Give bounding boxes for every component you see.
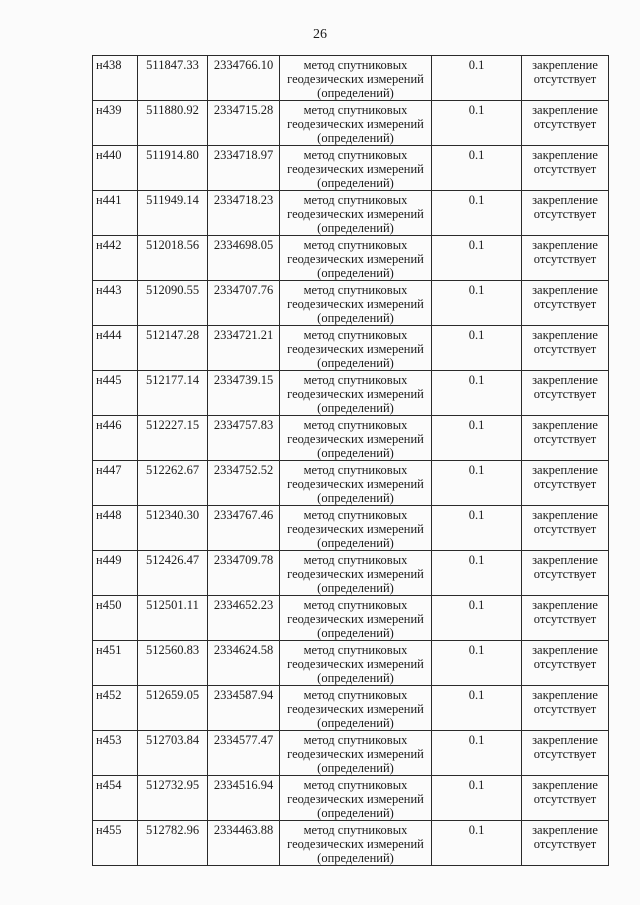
point-id-cell: н454 bbox=[93, 776, 138, 821]
table-row bbox=[93, 776, 609, 821]
method-cell: метод спутниковых геодезических измерений (определений) bbox=[280, 101, 432, 146]
method-cell: метод спутниковых геодезических измерений (определений) bbox=[280, 191, 432, 236]
coordinate-y-cell: 2334577.47 bbox=[208, 731, 280, 776]
fixing-cell: закрепление отсутствует bbox=[522, 461, 609, 506]
method-cell: метод спутниковых геодезических измерений (определений) bbox=[280, 461, 432, 506]
point-id-cell: н452 bbox=[93, 686, 138, 731]
fixing-cell: закрепление отсутствует bbox=[522, 641, 609, 686]
table-row bbox=[93, 101, 609, 146]
fixing-cell: закрепление отсутствует bbox=[522, 821, 609, 866]
table-row bbox=[93, 641, 609, 686]
coordinate-y-cell: 2334739.15 bbox=[208, 371, 280, 416]
table-row bbox=[93, 596, 609, 641]
point-id-cell: н443 bbox=[93, 281, 138, 326]
method-cell: метод спутниковых геодезических измерений (определений) bbox=[280, 596, 432, 641]
coordinate-x-cell: 512659.05 bbox=[138, 686, 208, 731]
coordinate-x-cell: 511949.14 bbox=[138, 191, 208, 236]
method-cell: метод спутниковых геодезических измерений (определений) bbox=[280, 551, 432, 596]
table-row bbox=[93, 821, 609, 866]
table-row bbox=[93, 731, 609, 776]
point-id-cell: н449 bbox=[93, 551, 138, 596]
fixing-cell: закрепление отсутствует bbox=[522, 686, 609, 731]
accuracy-cell: 0.1 bbox=[432, 641, 522, 686]
accuracy-cell: 0.1 bbox=[432, 551, 522, 596]
accuracy-cell: 0.1 bbox=[432, 101, 522, 146]
coordinate-x-cell: 512782.96 bbox=[138, 821, 208, 866]
coordinate-x-cell: 512501.11 bbox=[138, 596, 208, 641]
method-cell: метод спутниковых геодезических измерений (определений) bbox=[280, 416, 432, 461]
fixing-cell: закрепление отсутствует bbox=[522, 551, 609, 596]
fixing-cell: закрепление отсутствует bbox=[522, 326, 609, 371]
point-id-cell: н440 bbox=[93, 146, 138, 191]
accuracy-cell: 0.1 bbox=[432, 596, 522, 641]
coordinate-y-cell: 2334463.88 bbox=[208, 821, 280, 866]
coordinate-x-cell: 511880.92 bbox=[138, 101, 208, 146]
coordinate-x-cell: 512018.56 bbox=[138, 236, 208, 281]
method-cell: метод спутниковых геодезических измерений (определений) bbox=[280, 821, 432, 866]
fixing-cell: закрепление отсутствует bbox=[522, 776, 609, 821]
table-row bbox=[93, 371, 609, 416]
coordinate-x-cell: 512703.84 bbox=[138, 731, 208, 776]
point-id-cell: н446 bbox=[93, 416, 138, 461]
method-cell: метод спутниковых геодезических измерений (определений) bbox=[280, 326, 432, 371]
coordinate-x-cell: 512426.47 bbox=[138, 551, 208, 596]
coordinate-y-cell: 2334652.23 bbox=[208, 596, 280, 641]
coordinate-y-cell: 2334767.46 bbox=[208, 506, 280, 551]
fixing-cell: закрепление отсутствует bbox=[522, 146, 609, 191]
accuracy-cell: 0.1 bbox=[432, 686, 522, 731]
table-row bbox=[93, 551, 609, 596]
coordinate-x-cell: 512227.15 bbox=[138, 416, 208, 461]
coordinate-x-cell: 512177.14 bbox=[138, 371, 208, 416]
point-id-cell: н438 bbox=[93, 56, 138, 101]
accuracy-cell: 0.1 bbox=[432, 56, 522, 101]
fixing-cell: закрепление отсутствует bbox=[522, 281, 609, 326]
accuracy-cell: 0.1 bbox=[432, 821, 522, 866]
coordinate-y-cell: 2334709.78 bbox=[208, 551, 280, 596]
coordinate-y-cell: 2334587.94 bbox=[208, 686, 280, 731]
point-id-cell: н445 bbox=[93, 371, 138, 416]
point-id-cell: н451 bbox=[93, 641, 138, 686]
table-row bbox=[93, 236, 609, 281]
point-id-cell: н455 bbox=[93, 821, 138, 866]
coordinate-y-cell: 2334757.83 bbox=[208, 416, 280, 461]
fixing-cell: закрепление отсутствует bbox=[522, 191, 609, 236]
accuracy-cell: 0.1 bbox=[432, 416, 522, 461]
method-cell: метод спутниковых геодезических измерений (определений) bbox=[280, 146, 432, 191]
coordinate-y-cell: 2334718.97 bbox=[208, 146, 280, 191]
point-id-cell: н444 bbox=[93, 326, 138, 371]
method-cell: метод спутниковых геодезических измерений (определений) bbox=[280, 686, 432, 731]
fixing-cell: закрепление отсутствует bbox=[522, 236, 609, 281]
coordinate-y-cell: 2334766.10 bbox=[208, 56, 280, 101]
coordinate-x-cell: 512147.28 bbox=[138, 326, 208, 371]
method-cell: метод спутниковых геодезических измерений (определений) bbox=[280, 776, 432, 821]
fixing-cell: закрепление отсутствует bbox=[522, 596, 609, 641]
coordinate-x-cell: 511914.80 bbox=[138, 146, 208, 191]
coordinate-y-cell: 2334721.21 bbox=[208, 326, 280, 371]
coordinate-x-cell: 512262.67 bbox=[138, 461, 208, 506]
fixing-cell: закрепление отсутствует bbox=[522, 731, 609, 776]
coordinate-y-cell: 2334718.23 bbox=[208, 191, 280, 236]
coordinate-y-cell: 2334516.94 bbox=[208, 776, 280, 821]
table-row bbox=[93, 281, 609, 326]
accuracy-cell: 0.1 bbox=[432, 731, 522, 776]
coordinate-y-cell: 2334752.52 bbox=[208, 461, 280, 506]
method-cell: метод спутниковых геодезических измерений (определений) bbox=[280, 641, 432, 686]
method-cell: метод спутниковых геодезических измерений (определений) bbox=[280, 236, 432, 281]
coordinate-x-cell: 512340.30 bbox=[138, 506, 208, 551]
accuracy-cell: 0.1 bbox=[432, 236, 522, 281]
table-row bbox=[93, 146, 609, 191]
accuracy-cell: 0.1 bbox=[432, 146, 522, 191]
page-number: 26 bbox=[313, 27, 327, 42]
accuracy-cell: 0.1 bbox=[432, 371, 522, 416]
point-id-cell: н442 bbox=[93, 236, 138, 281]
coordinate-x-cell: 512560.83 bbox=[138, 641, 208, 686]
coordinate-x-cell: 512090.55 bbox=[138, 281, 208, 326]
fixing-cell: закрепление отсутствует bbox=[522, 371, 609, 416]
fixing-cell: закрепление отсутствует bbox=[522, 416, 609, 461]
coordinate-y-cell: 2334698.05 bbox=[208, 236, 280, 281]
fixing-cell: закрепление отсутствует bbox=[522, 506, 609, 551]
coordinate-y-cell: 2334715.28 bbox=[208, 101, 280, 146]
table-row bbox=[93, 416, 609, 461]
point-id-cell: н450 bbox=[93, 596, 138, 641]
fixing-cell: закрепление отсутствует bbox=[522, 56, 609, 101]
point-id-cell: н439 bbox=[93, 101, 138, 146]
coordinate-y-cell: 2334624.58 bbox=[208, 641, 280, 686]
coordinates-table-body bbox=[93, 56, 609, 866]
coordinate-y-cell: 2334707.76 bbox=[208, 281, 280, 326]
method-cell: метод спутниковых геодезических измерений (определений) bbox=[280, 56, 432, 101]
point-id-cell: н441 bbox=[93, 191, 138, 236]
accuracy-cell: 0.1 bbox=[432, 506, 522, 551]
accuracy-cell: 0.1 bbox=[432, 776, 522, 821]
coordinate-x-cell: 511847.33 bbox=[138, 56, 208, 101]
table-row bbox=[93, 461, 609, 506]
accuracy-cell: 0.1 bbox=[432, 191, 522, 236]
point-id-cell: н453 bbox=[93, 731, 138, 776]
method-cell: метод спутниковых геодезических измерений (определений) bbox=[280, 281, 432, 326]
point-id-cell: н448 bbox=[93, 506, 138, 551]
fixing-cell: закрепление отсутствует bbox=[522, 101, 609, 146]
accuracy-cell: 0.1 bbox=[432, 281, 522, 326]
table-row bbox=[93, 686, 609, 731]
method-cell: метод спутниковых геодезических измерений (определений) bbox=[280, 731, 432, 776]
table-row bbox=[93, 191, 609, 236]
table-row bbox=[93, 56, 609, 101]
coordinate-x-cell: 512732.95 bbox=[138, 776, 208, 821]
accuracy-cell: 0.1 bbox=[432, 326, 522, 371]
point-id-cell: н447 bbox=[93, 461, 138, 506]
table-row bbox=[93, 506, 609, 551]
coordinates-table bbox=[92, 55, 609, 866]
method-cell: метод спутниковых геодезических измерений (определений) bbox=[280, 371, 432, 416]
table-row bbox=[93, 326, 609, 371]
method-cell: метод спутниковых геодезических измерений (определений) bbox=[280, 506, 432, 551]
accuracy-cell: 0.1 bbox=[432, 461, 522, 506]
